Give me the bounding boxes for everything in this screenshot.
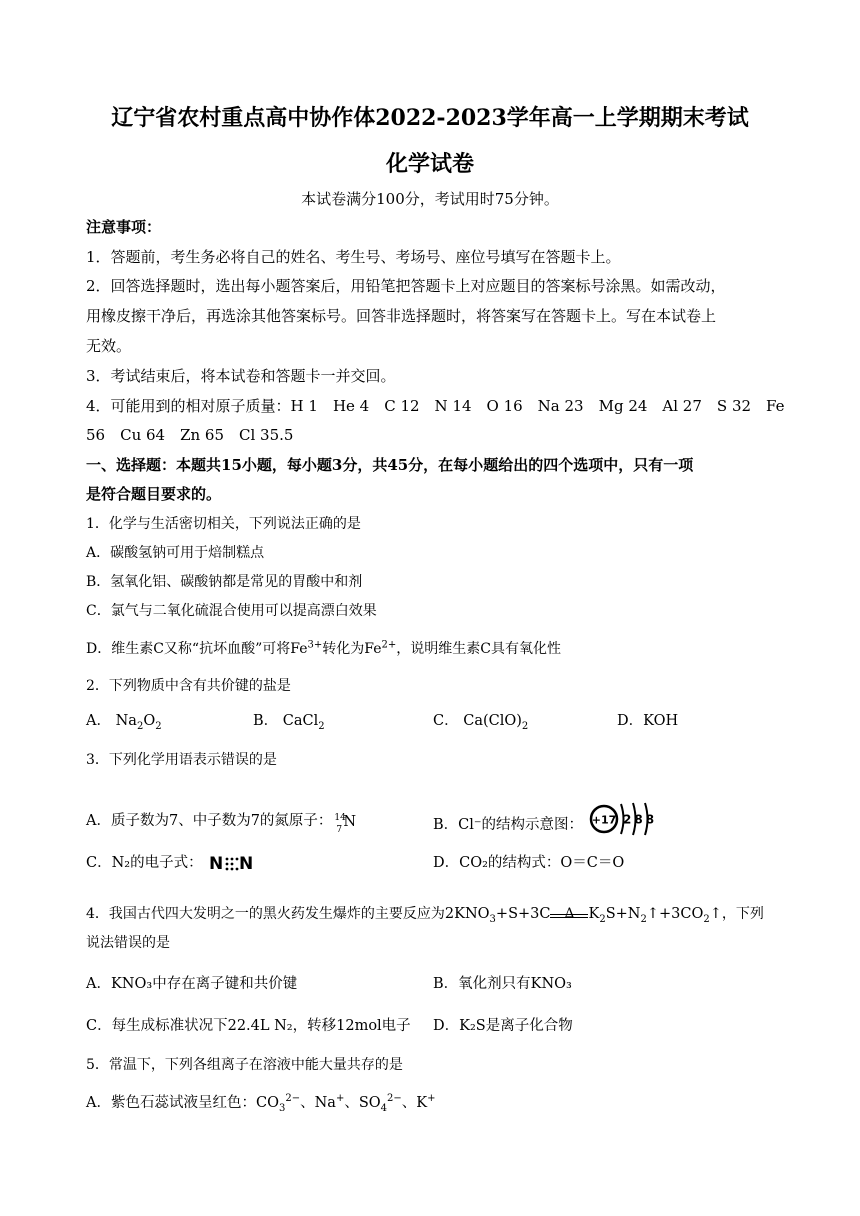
shell-electrons: 288 [622, 812, 657, 827]
q2-option-a: A． $Na_2O_2$ [86, 713, 162, 732]
note-4-line-b: 56 Cu 64 Zn 65 Cl 35.5 [86, 426, 294, 444]
notes-heading: 注意事项： [86, 218, 162, 236]
q3-option-a: A．质子数为7、中子数为7的氮原子： 14 7 N [86, 813, 357, 835]
q5-stem: 5．常温下，下列各组离子在溶液中能大量共存的是 [86, 1057, 403, 1073]
q2-option-d: D．KOH [617, 713, 679, 729]
q4-option-b: B．氧化剂只有KNO₃ [433, 976, 572, 992]
note-2-line-b: 用橡皮擦干净后，再选涂其他答案标号。回答非选择题时，将答案写在答题卡上。写在本试卷上 [86, 307, 717, 325]
q4-option-c: C．每生成标准状况下22.4L N₂，转移12mol电子 [86, 1018, 411, 1034]
q3-option-b: B．Cl⁻的结构示意图： +17 288 [433, 811, 658, 839]
q4-option-d: D．K₂S是离子化合物 [433, 1018, 573, 1034]
svg-text:N: N [239, 854, 254, 873]
q5-option-a: A．紫色石蕊试液呈红色：$CO_3^{2-}$、Na+、$SO_4^{2-}$、K+ [86, 1093, 436, 1114]
q1-option-c: C．氯气与二氧化硫混合使用可以提高漂白效果 [86, 603, 377, 619]
note-2-line-a: 2．回答选择题时，选出每小题答案后，用铅笔把答题卡上对应题目的答案标号涂黑。如需改动， [86, 277, 726, 295]
nucleus-label: +17 [591, 813, 616, 827]
q1-d-post: ，说明维生素C具有氧化性 [396, 641, 561, 657]
q1-d-mid: 转化为 [322, 641, 365, 657]
section-1-heading-b: 是符合题目要求的。 [86, 485, 222, 503]
q1-d-fe3: Fe [290, 641, 308, 657]
q3-stem: 3．下列化学用语表示错误的是 [86, 752, 277, 768]
q1-stem: 1．化学与生活密切相关，下列说法正确的是 [86, 516, 361, 532]
exam-title: 辽宁省农村重点高中协作体2022-2023学年高一上学期期末考试 [111, 105, 749, 131]
exam-subject-title: 化学试卷 [385, 151, 474, 177]
q4-stem-line-2: 说法错误的是 [86, 935, 170, 951]
cl-ion-structure-diagram [588, 799, 658, 839]
q1-d-fe2: Fe [364, 641, 382, 657]
section-1-heading-a: 一、选择题：本题共15小题，每小题3分，共45分，在每小题给出的四个选项中，只有一项 [86, 456, 694, 474]
q3-option-c: C．N₂的电子式： N N [86, 853, 257, 873]
note-1: 1．答题前，考生务必将自己的姓名、考生号、考场号、座位号填写在答题卡上。 [86, 248, 621, 266]
q1-d-fe3-charge: 3+ [307, 639, 323, 651]
svg-text:N: N [209, 854, 224, 873]
q3-option-d: D．CO₂的结构式：O＝C＝O [433, 855, 625, 871]
q4-stem-line-1: 4．我国古代四大发明之一的黑火药发生爆炸的主要反应为$2KNO_3+S+3C$ Δ $K_2S+N_2↑+3CO_2↑$，下列 [86, 906, 764, 925]
q1-option-a: A．碳酸氢钠可用于焙制糕点 [86, 545, 265, 561]
note-2-line-c: 无效。 [86, 337, 132, 355]
q1-option-d [86, 639, 561, 659]
q2-option-c: C． $Ca(ClO)_2$ [433, 713, 529, 732]
q1-d-pre: D．维生素C又称“抗坏血酸”可将 [86, 641, 291, 657]
q2-stem: 2．下列物质中含有共价键的盐是 [86, 678, 291, 694]
q1-d-fe2-charge: 2+ [381, 639, 397, 651]
q2-option-b: B． CaCl$_2$ [253, 713, 325, 732]
n2-electron-dot-formula [207, 853, 257, 873]
note-3: 3．考试结束后，将本试卷和答题卡一并交回。 [86, 367, 396, 385]
exam-subtitle: 本试卷满分100分，考试用时75分钟。 [301, 190, 559, 208]
q4-equation: $2KNO_3+S+3C$ Δ $K_2S+N_2↑+3CO_2↑$ [444, 906, 722, 925]
co2-structure-formula: O＝C＝O [560, 855, 625, 871]
q1-option-b: B．氢氧化铝、碳酸钠都是常见的胃酸中和剂 [86, 574, 363, 590]
note-4-line-a: 4．可能用到的相对原子质量：H 1 He 4 C 12 N 14 O 16 Na 23 Mg 24 Al 27 S 32 Fe [86, 397, 785, 415]
q4-option-a: A．KNO₃中存在离子键和共价键 [86, 976, 298, 992]
